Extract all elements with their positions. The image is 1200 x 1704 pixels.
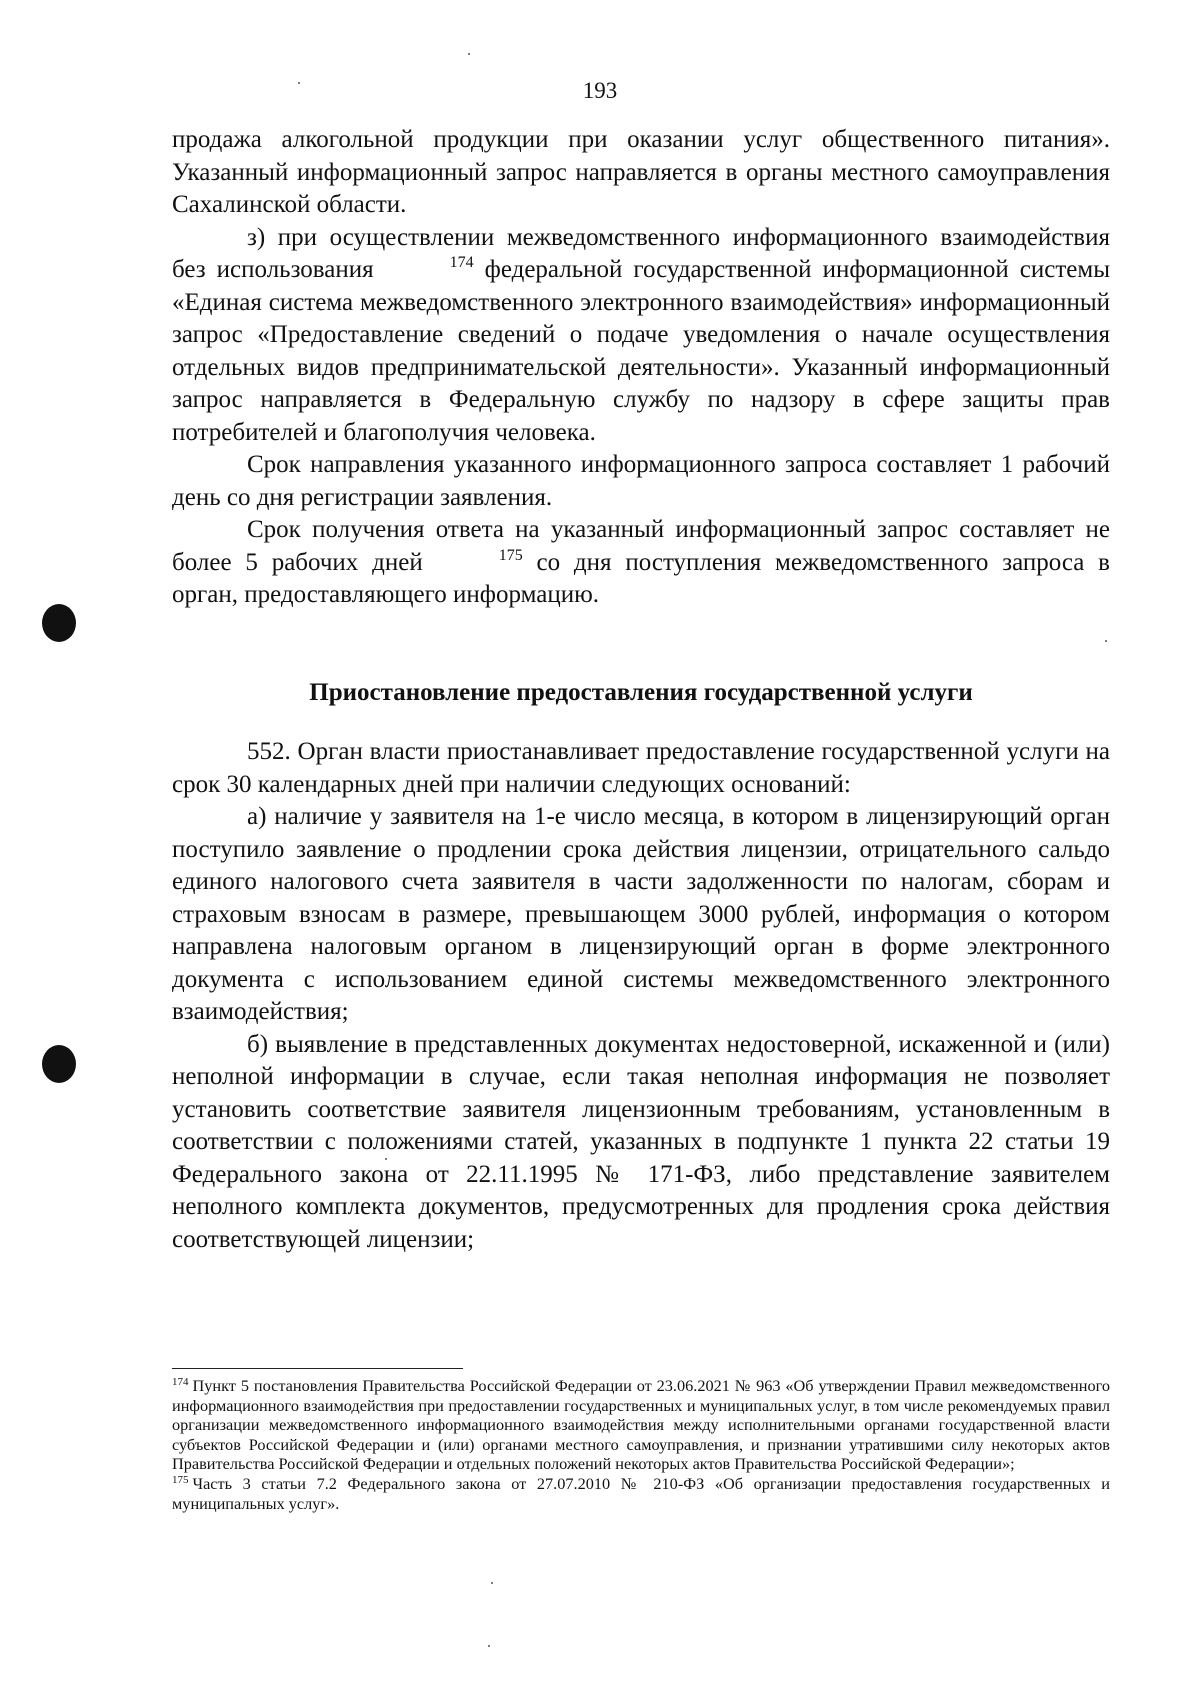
footnote-separator (172, 1368, 463, 1369)
footnote-text: Часть 3 статьи 7.2 Федерального закона от 27.07.2010 № 210-ФЗ «Об организации предоставления государственных и муниципальных услуг». (172, 1473, 1110, 1513)
scan-speck (385, 1158, 387, 1160)
text-block-2 (172, 736, 1110, 1256)
footnote-175: 175 Часть 3 статьи 7.2 Федерального закона от 27.07.2010 № 210-ФЗ «Об организации предоставления государственных и муниципальных услуг». (172, 1473, 1110, 1513)
footnote-174: 174 Пункт 5 постановления Правительства Российской Федерации от 23.06.2021 № 963 «Об утверждении Правил межведомственного информационного взаимодействия при предоставлении государственных и муниципальных услуг, в том числе рекомендуемых правил организации межведомственного информационного взаимодействия между исполнительными органами государственной власти субъектов Российской Федерации и (или) органами местного самоуправления, и признании утратившими силу некоторых актов Правительства Российской Федерации и отдельных положений некоторых актов Правительства Российской Федерации»; (172, 1376, 1110, 1474)
paragraph-item-b: б) выявление в представленных документах недостоверной, искаженной и (или) неполной информации в случае, если такая неполная информация не позволяет установить соответствие заявителя лицензионным требованиям, установленным в соответствии с положениями статей, указанных в подпункте 1 пункта 22 статьи 19 Федерального закона от 22.11.1995 № 171-ФЗ, либо представление заявителем неполного комплекта документов, предусмотренных для продления срока действия соответствующей лицензии; (172, 1030, 1110, 1253)
paragraph-4-start: Срок получения ответа на указанный информационный запрос составляет не более 5 рабочих дней (172, 516, 1110, 576)
paragraph-552: 552. Орган власти приостанавливает предоставление государственной услуги на срок 30 календарных дней при наличии следующих оснований: (172, 738, 1110, 798)
paragraph-item-a: а) наличие у заявителя на 1-е число месяца, в котором в лицензирующий орган поступило заявление о продлении срока действия лицензии, отрицательного сальдо единого налогового счета заявителя в части задолженности по налогам, сборам и страховым взносам в размере, превышающем 3000 рублей, информация о котором направлена налоговым органом в лицензирующий орган в форме электронного документа с использованием единой системы межведомственного электронного взаимодействия; (172, 803, 1110, 1025)
scan-speck (491, 1582, 493, 1584)
section-title: Приостановление предоставления государственной услуги (309, 679, 973, 706)
scan-speck (298, 82, 300, 84)
page-number: 193 (582, 78, 618, 103)
paragraph-4-end: со дня поступления межведомственного запроса в орган, предоставляющего информацию. (172, 548, 1110, 608)
footnote-text: Пункт 5 постановления Правительства Российской Федерации от 23.06.2021 № 963 «Об утверждении Правил межведомственного информационного взаимодействия при предоставлении государственных и муниципальных услуг, в том числе рекомендуемых правил организации межведомственного информационного взаимодействия между исполнительными органами государственной власти субъектов Российской Федерации и (или) органами местного самоуправления, и признании утратившими силу некоторых актов Правительства Российской Федерации и отдельных положений некоторых актов Правительства Российской Федерации»; (172, 1376, 1110, 1474)
paragraph-4: Срок получения ответа на указанный информационный запрос составляет не более 5 рабочих дней 175 со дня поступления межведомственного запроса в орган, предоставляющего информацию. (172, 516, 1110, 608)
paragraph-2-end: федеральной государственной информационной системы «Единая система межведомственного электронного взаимодействия» информационный запрос «Предоставление сведений о подаче уведомления о начале осуществления отдельных видов предпринимательской деятельности». Указанный информационный запрос направляется в Федеральную службу по надзору в сфере защиты прав потребителей и благополучия человека. (172, 256, 1110, 446)
paragraph-2-start: з) при осуществлении межведомственного информационного взаимодействия без использования (172, 223, 1110, 283)
punch-hole-bottom (42, 1045, 76, 1083)
text-block-1 (172, 124, 1110, 612)
scan-speck (488, 1645, 490, 1647)
paragraph-3: Срок направления указанного информационного запроса составляет 1 рабочий день со дня регистрации заявления. (172, 451, 1110, 511)
scan-speck (1105, 640, 1107, 642)
punch-hole-top (42, 604, 76, 642)
footnotes (172, 1376, 1110, 1513)
scan-speck (468, 53, 470, 55)
paragraph-1: продажа алкогольной продукции при оказании услуг общественного питания». Указанный информационный запрос направляется в органы местного самоуправления Сахалинской области. (172, 126, 1110, 218)
paragraph-2: з) при осуществлении межведомственного информационного взаимодействия без использования 174 федеральной государственной информационной системы «Единая система межведомственного электронного взаимодействия» информационный запрос «Предоставление сведений о подаче уведомления о начале осуществления отдельных видов предпринимательской деятельности». Указанный информационный запрос направляется в Федеральную службу по надзору в сфере защиты прав потребителей и благополучия человека. (172, 223, 1110, 446)
